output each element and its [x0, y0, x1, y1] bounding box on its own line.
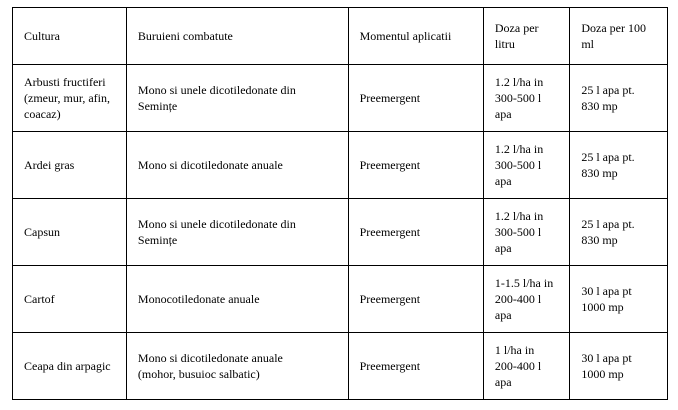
cell-line: 30 l apa pt — [581, 284, 632, 298]
cell-moment — [348, 266, 483, 333]
cell-line: 1.2 l/ha in — [494, 209, 544, 223]
cell-line: apa — [494, 241, 512, 255]
cell-line: Preemergent — [359, 292, 421, 306]
herbicide-dosage-table — [12, 7, 668, 400]
header-doza-litru — [483, 8, 569, 65]
table-row — [13, 333, 668, 400]
cell-line: Monocotiledonate anuale — [137, 292, 260, 306]
cell-line: 200-400 l — [494, 292, 542, 306]
cell-doza-100 — [570, 132, 668, 199]
cell-line: apa — [494, 174, 512, 188]
cell-line: Ardei gras — [24, 158, 75, 172]
cell-line: 830 mp — [581, 166, 618, 180]
cell-line: Mono si unele dicotiledonate din — [137, 217, 296, 231]
header-doza-100 — [570, 8, 668, 65]
table-row — [13, 65, 668, 132]
cell-line: 1 l/ha in — [494, 343, 535, 357]
cell-line: apa — [494, 308, 512, 322]
cell-line: Semințe — [137, 99, 178, 113]
header-buruieni-text: Buruieni combatute — [137, 29, 233, 43]
header-cultura-text: Cultura — [24, 29, 60, 43]
cell-line: Preemergent — [359, 359, 421, 373]
cell-doza-100 — [570, 199, 668, 266]
cell-line: Capsun — [24, 225, 60, 239]
cell-line: 1000 mp — [581, 367, 624, 381]
header-doza-litru-line-2: litru — [494, 37, 515, 51]
cell-doza-litru — [483, 199, 569, 266]
table-body — [13, 65, 668, 400]
cell-doza-litru — [483, 333, 569, 400]
cell-moment — [348, 65, 483, 132]
cell-line: 300-500 l — [494, 158, 542, 172]
cell-buruieni — [126, 132, 348, 199]
cell-line: 200-400 l — [494, 359, 542, 373]
cell-cultura — [13, 132, 127, 199]
cell-cultura — [13, 65, 127, 132]
cell-line: apa — [494, 107, 512, 121]
cell-buruieni — [126, 65, 348, 132]
header-moment-text: Momentul aplicatii — [359, 29, 452, 43]
cell-moment — [348, 199, 483, 266]
cell-doza-100 — [570, 266, 668, 333]
cell-line: 1-1.5 l/ha in — [494, 276, 554, 290]
cell-line: 1000 mp — [581, 300, 624, 314]
cell-line: Mono si dicotiledonate anuale — [137, 158, 283, 172]
header-buruieni — [126, 8, 348, 65]
cell-moment — [348, 333, 483, 400]
cell-line: 830 mp — [581, 99, 618, 113]
cell-line: 30 l apa pt — [581, 351, 632, 365]
header-doza-100-line-2: ml — [581, 37, 594, 51]
cell-cultura — [13, 199, 127, 266]
header-cultura — [13, 8, 127, 65]
cell-line: (zmeur, mur, afin, — [24, 91, 111, 105]
table-row — [13, 266, 668, 333]
cell-line: 300-500 l — [494, 225, 542, 239]
cell-line: Cartof — [24, 292, 55, 306]
cell-line: 1.2 l/ha in — [494, 75, 544, 89]
cell-line: 1.2 l/ha in — [494, 142, 544, 156]
table-header-row — [13, 8, 668, 65]
cell-doza-100 — [570, 333, 668, 400]
table-row — [13, 132, 668, 199]
cell-doza-100 — [570, 65, 668, 132]
header-moment — [348, 8, 483, 65]
cell-line: 25 l apa pt. — [581, 217, 635, 231]
cell-line: Preemergent — [359, 225, 421, 239]
header-doza-100-line-1: Doza per 100 — [581, 21, 646, 35]
cell-line: apa — [494, 375, 512, 389]
cell-doza-litru — [483, 266, 569, 333]
cell-line: (mohor, busuioc salbatic) — [137, 367, 260, 381]
cell-moment — [348, 132, 483, 199]
header-doza-litru-line-1: Doza per — [494, 21, 539, 35]
cell-buruieni — [126, 266, 348, 333]
cell-buruieni — [126, 199, 348, 266]
cell-doza-litru — [483, 132, 569, 199]
table-row — [13, 199, 668, 266]
cell-cultura — [13, 266, 127, 333]
cell-cultura — [13, 333, 127, 400]
cell-line: 300-500 l — [494, 91, 542, 105]
cell-line: 830 mp — [581, 233, 618, 247]
cell-line: Mono si dicotiledonate anuale — [137, 351, 283, 365]
cell-line: Mono si unele dicotiledonate din — [137, 83, 296, 97]
cell-line: Preemergent — [359, 91, 421, 105]
cell-buruieni — [126, 333, 348, 400]
cell-line: Preemergent — [359, 158, 421, 172]
cell-line: coacaz) — [24, 107, 61, 121]
cell-doza-litru — [483, 65, 569, 132]
cell-line: 25 l apa pt. — [581, 150, 635, 164]
cell-line: Ceapa din arpagic — [24, 359, 111, 373]
cell-line: Arbusti fructiferi — [24, 75, 106, 89]
cell-line: Semințe — [137, 233, 178, 247]
cell-line: 25 l apa pt. — [581, 83, 635, 97]
